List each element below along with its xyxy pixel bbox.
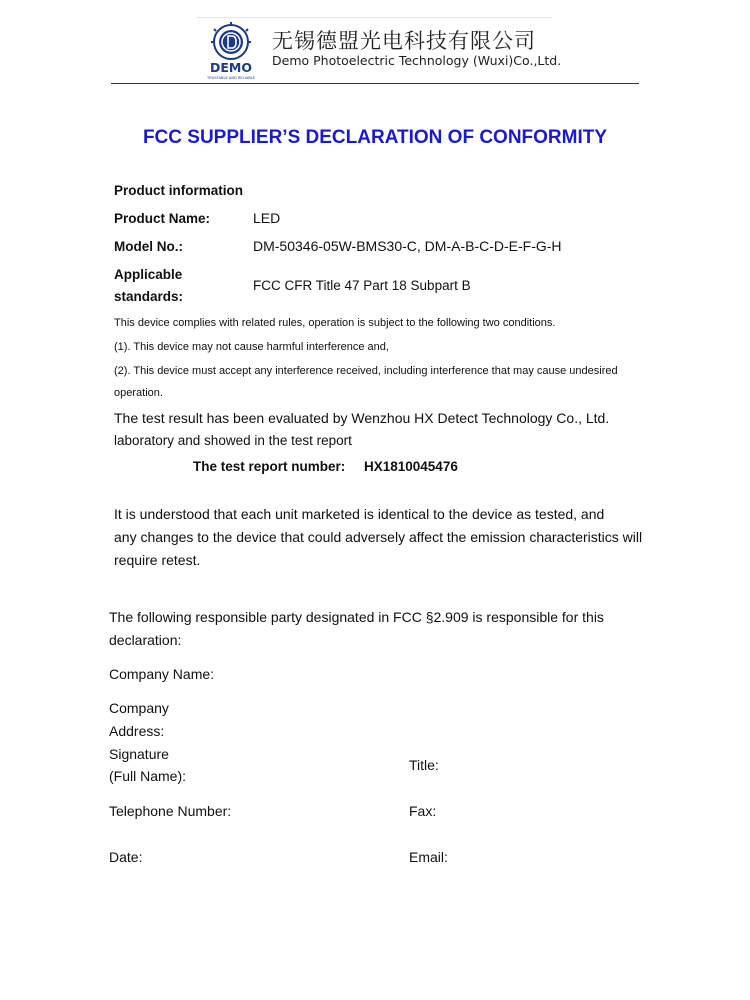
telephone-label: Telephone Number: [109, 803, 232, 819]
understood-line3: require retest. [114, 552, 201, 568]
model-label: Model No.: [114, 239, 183, 254]
standards-label-line1: Applicable [114, 267, 183, 282]
signature-label-line2: (Full Name): [109, 768, 187, 784]
product-name-value: LED [253, 210, 281, 226]
test-line1: The test result has been evaluated by Wenzhou HX Detect Technology Co., Ltd. [114, 410, 610, 426]
date-label: Date: [109, 849, 143, 865]
report-number-value: HX1810045476 [364, 459, 458, 474]
condition-2-line1: (2). This device must accept any interference received, including interference that may cause undesired [114, 365, 618, 377]
model-value: DM-50346-05W-BMS30-C, DM-A-B-C-D-E-F-G-H [253, 238, 562, 254]
company-logo [200, 20, 262, 82]
signature-label-line1: Signature [109, 746, 169, 762]
standards-value: FCC CFR Title 47 Part 18 Subpart B [253, 278, 471, 293]
product-info-heading: Product information [114, 183, 243, 198]
understood-line2: any changes to the device that could adversely affect the emission characteristics will [114, 529, 643, 545]
understood-line1: It is understood that each unit marketed is identical to the device as tested, and [114, 506, 605, 522]
logo-tagline: TRUSTABLE AND RELIABLE [207, 76, 255, 80]
condition-1: (1). This device may not cause harmful interference and, [114, 341, 389, 353]
email-label: Email: [409, 849, 448, 865]
document-title: FCC SUPPLIER’S DECLARATION OF CONFORMITY [142, 127, 608, 148]
logo-text: DEMO [210, 60, 252, 75]
company-address-label-line1: Company [109, 700, 169, 716]
fax-label: Fax: [409, 803, 437, 819]
condition-2-line2: operation. [114, 387, 163, 399]
responsible-line2: declaration: [109, 632, 182, 648]
title-label: Title: [409, 757, 439, 773]
compliance-intro: This device complies with related rules, operation is subject to the following two conditions. [114, 317, 556, 329]
company-name-label: Company Name: [109, 666, 215, 682]
logo-mark-icon [211, 22, 251, 59]
company-name-en: Demo Photoelectric Technology (Wuxi)Co.,Ltd. [272, 53, 562, 68]
company-address-label-line2: Address: [109, 723, 165, 739]
test-line2: laboratory and showed in the test report [114, 433, 352, 448]
company-name-cn: 无锡德盟光电科技有限公司 [272, 29, 536, 53]
standards-label-line2: standards: [114, 289, 184, 304]
header-divider [111, 83, 639, 84]
responsible-line1: The following responsible party designated in FCC §2.909 is responsible for this [109, 609, 604, 625]
product-name-label: Product Name: [114, 211, 211, 226]
report-number-label: The test report number: [193, 459, 346, 474]
